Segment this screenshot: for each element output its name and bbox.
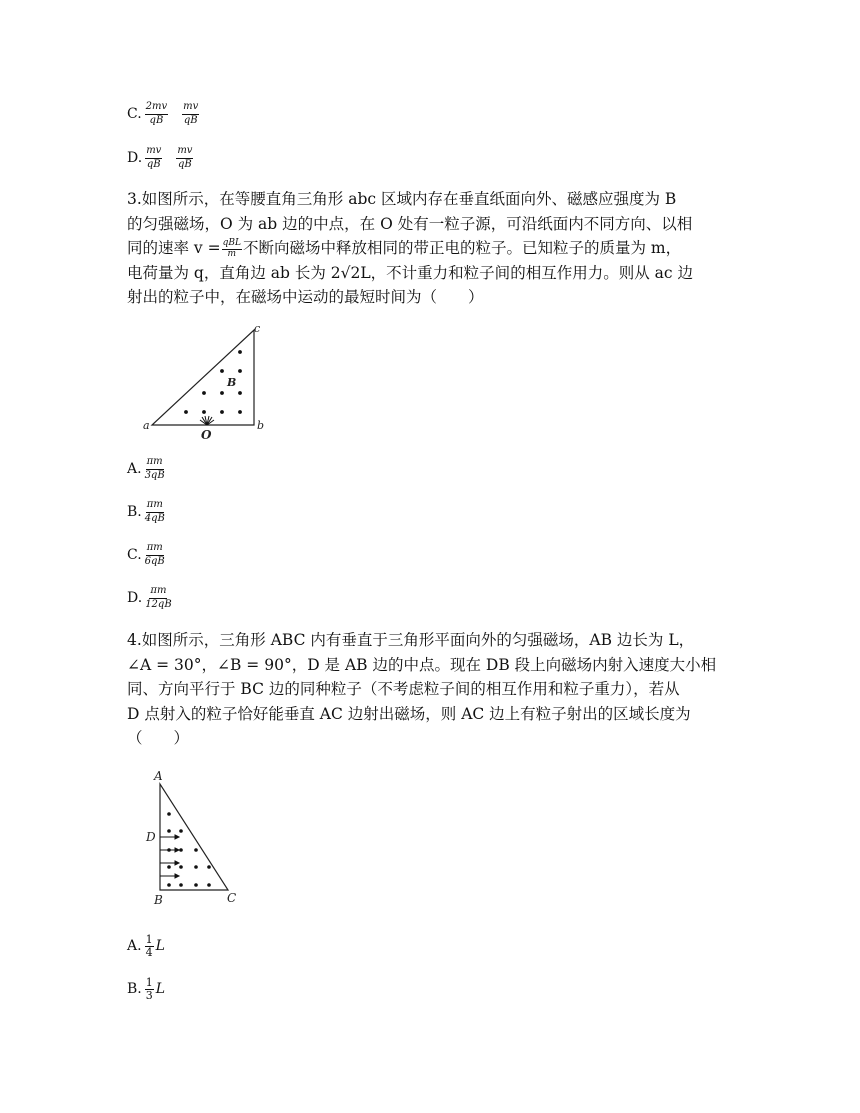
q4-line: 同、方向平行于 BC 边的同种粒子（不考虑粒子间的相互作用和粒子重力），若从 <box>127 680 680 698</box>
fraction: $\frac{\pi m}{3qB}$ <box>144 456 165 481</box>
fraction: $\frac{1}{3}$ <box>145 976 153 1002</box>
vertex-C-label: C <box>227 891 237 905</box>
option-label: D. <box>127 150 143 166</box>
particle-source-icon <box>200 416 214 425</box>
q3-option-b <box>127 500 165 524</box>
fraction: $\frac{\pi m}{4qB}$ <box>144 499 165 524</box>
fraction: $\frac{\pi m}{12qB}$ <box>145 585 172 610</box>
velocity-fraction: $\frac{\text{qBL}}{m}$ <box>222 238 241 259</box>
q2-option-c <box>127 102 199 126</box>
option-label: B. <box>127 981 142 998</box>
point-D-label: D <box>146 830 156 844</box>
variable: L <box>155 938 165 955</box>
q3-triangle-figure <box>140 322 280 442</box>
q3-line: 同的速率 v = $\frac{\text{qBL}}{m}$ 不断向磁场中释放相同的带正电的粒子。已知粒子的质量为 m， <box>127 238 682 259</box>
q4-line: （ ） <box>127 729 190 747</box>
fraction: $\frac{mv}{qB}$ <box>146 145 162 170</box>
q2-option-d <box>127 146 193 170</box>
vertex-B-label: B <box>154 893 163 907</box>
q3-option-a <box>127 457 165 481</box>
q3-line: 的匀强磁场，O 为 ab 边的中点，在 O 处有一粒子源，可沿纸面内不同方向、以相 <box>127 214 693 233</box>
q4-line: 4.如图所示，三角形 ABC 内有垂直于三角形平面向外的匀强磁场，AB 边长为 L， <box>127 631 695 649</box>
vertex-A-label: A <box>154 769 163 783</box>
fraction: $\frac{2mv}{qB}$ <box>145 101 168 126</box>
vertex-a-label: a <box>143 419 150 432</box>
question-4-text <box>127 628 739 751</box>
fraction: $\frac{mv}{qB}$ <box>177 145 193 170</box>
q3-line: 射出的粒子中，在磁场中运动的最短时间为（ ） <box>127 288 484 306</box>
q3-option-c <box>127 543 165 567</box>
fraction: $\frac{\pi m}{6qB}$ <box>144 542 165 567</box>
fraction: $\frac{1}{4}$ <box>145 933 153 959</box>
q4-line: D 点射入的粒子恰好能垂直 AC 边射出磁场，则 AC 边上有粒子射出的区域长度为 <box>127 704 691 723</box>
q3-line: 3.如图所示，在等腰直角三角形 abc 区域内存在垂直纸面向外、磁感应强度为 B <box>127 190 677 208</box>
velocity-arrows <box>160 835 179 878</box>
field-b-label: B <box>227 376 237 389</box>
fraction: $\frac{mv}{qB}$ <box>183 101 199 126</box>
q3-line: 电荷量为 q，直角边 ab 长为 2√2L，不计重力和粒子间的相互作用力。则从 ac 边 <box>127 263 693 282</box>
option-label: B. <box>127 504 142 520</box>
option-label: C. <box>127 547 142 563</box>
q4-option-a <box>127 934 165 958</box>
option-label: A. <box>127 461 142 477</box>
q4-option-b <box>127 977 165 1001</box>
vertex-b-label: b <box>257 419 265 432</box>
option-label: C. <box>127 106 142 122</box>
vertex-c-label: c <box>254 322 261 335</box>
question-3-text <box>127 187 739 310</box>
variable: L <box>155 981 166 998</box>
q4-line: ∠A = 30°，∠B = 90°，D 是 AB 边的中点。现在 DB 段上向磁场内射入速度大小相 <box>127 655 717 674</box>
q3-option-d <box>127 586 172 610</box>
option-label: D. <box>127 590 143 606</box>
point-o-label: O <box>201 428 212 442</box>
option-label: A. <box>127 938 142 955</box>
q4-triangle-figure <box>140 766 250 908</box>
